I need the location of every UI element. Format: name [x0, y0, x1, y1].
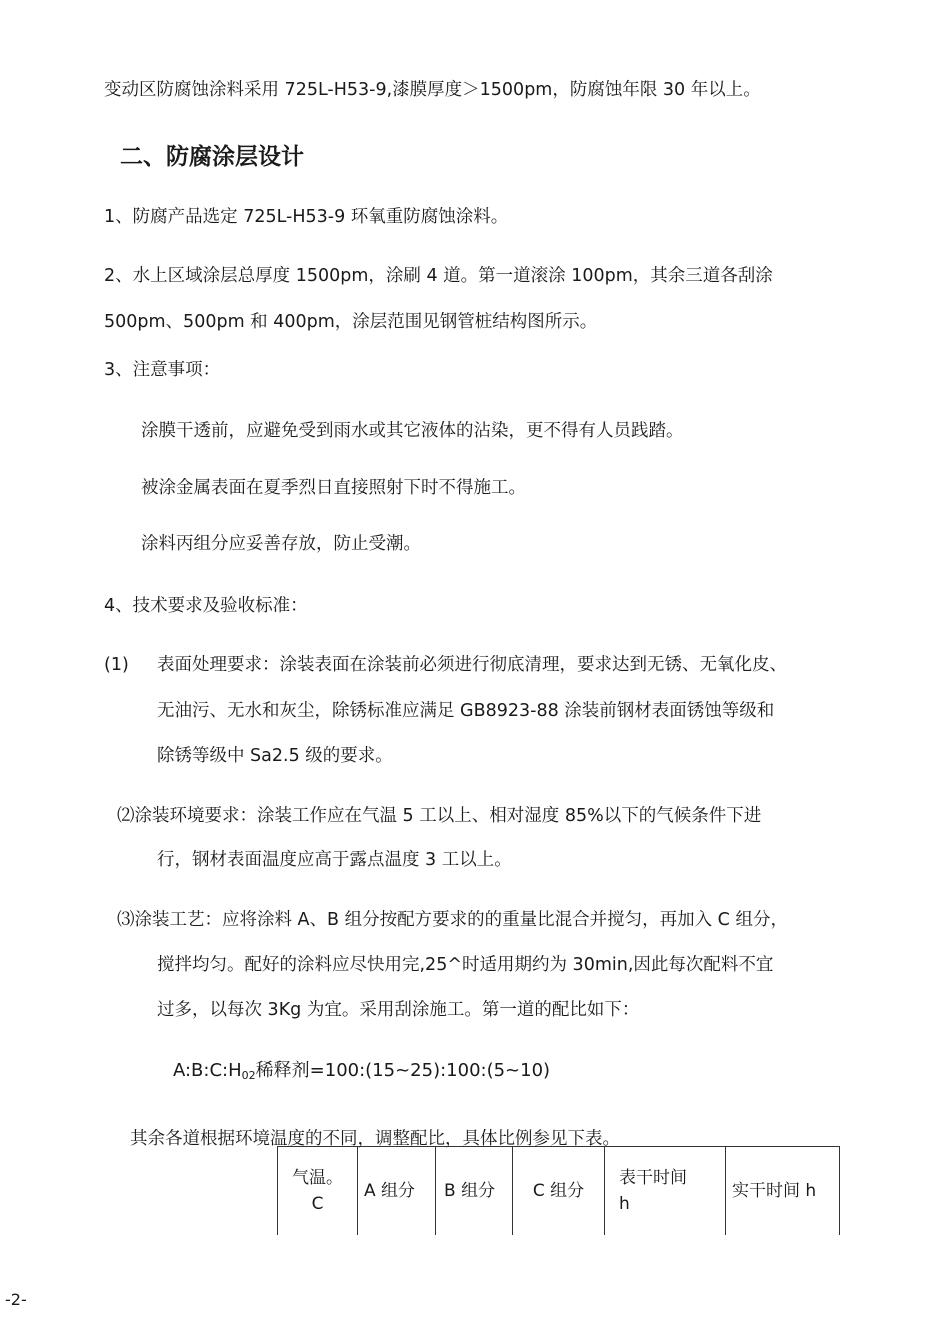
list-item-2-line-1: 2、水上区域涂层总厚度 1500pm，涂刷 4 道。第一道滚涂 100pm，其余三道各刮涂 [104, 266, 773, 286]
page-number: -2- [5, 1290, 27, 1309]
note-3: 涂料丙组分应妥善存放，防止受潮。 [141, 534, 421, 554]
list-item-1: 1、防腐产品选定 725L-H53-9 环氧重防腐蚀涂料。 [104, 207, 509, 227]
requirement-3-line-3: 过多，以每次 3Kg 为宜。采用刮涂施工。第一道的配比如下： [157, 1000, 640, 1020]
intro-paragraph: 变动区防腐蚀涂料采用 725L-H53-9,漆膜厚度＞1500pm，防腐蚀年限 30 年以上。 [104, 80, 761, 100]
formula-subscript: 02 [241, 1069, 256, 1082]
list-item-4: 4、技术要求及验收标准： [104, 596, 308, 616]
header-component-b: B 组分 [436, 1147, 513, 1236]
requirement-3-line-2: 搅拌均匀。配好的涂料应尽快用完,25^时适用期约为 30min,因此每次配料不宜 [157, 955, 774, 975]
header-component-c: C 组分 [513, 1147, 605, 1236]
requirement-1-line-3: 除锈等级中 Sa2.5 级的要求。 [157, 746, 393, 766]
table-intro: 其余各道根据环境温度的不同，调整配比，具体比例参见下表。 [130, 1129, 620, 1149]
formula-prefix: A:B:C:H [173, 1060, 242, 1081]
section-heading: 二、防腐涂层设计 [120, 144, 304, 170]
formula-suffix: 稀释剂=100:(15~25):100:(5~10) [255, 1060, 551, 1081]
requirement-2-line-2: 行，钢材表面温度应高于露点温度 3 工以上。 [157, 850, 512, 870]
requirement-1-number: (1) [104, 655, 129, 675]
table-header-row [278, 1147, 840, 1236]
list-item-3: 3、注意事项： [104, 360, 221, 380]
mix-ratio-table [277, 1146, 840, 1235]
header-temperature: 气温。C [278, 1147, 358, 1236]
header-component-a: A 组分 [358, 1147, 436, 1236]
mix-ratio-formula [173, 1058, 550, 1089]
requirement-2-line-1: ⑵涂装环境要求：涂装工作应在气温 5 工以上、相对湿度 85%以下的气候条件下进 [117, 806, 762, 826]
list-item-2-line-2: 500pm、500pm 和 400pm，涂层范围见钢管桩结构图所示。 [104, 312, 598, 332]
header-surface-dry-time: 表干时间 h [605, 1147, 726, 1236]
note-2: 被涂金属表面在夏季烈日直接照射下时不得施工。 [141, 478, 526, 498]
requirement-1-line-1: 表面处理要求：涂装表面在涂装前必须进行彻底清理，要求达到无锈、无氧化皮、 [157, 655, 787, 675]
header-hard-dry-time: 实干时间 h [726, 1147, 840, 1236]
requirement-1-line-2: 无油污、无水和灰尘，除锈标准应满足 GB8923-88 涂装前钢材表面锈蚀等级和 [157, 701, 775, 721]
requirement-3-line-1: ⑶涂装工艺：应将涂料 A、B 组分按配方要求的的重量比混合并搅匀，再加入 C 组分， [117, 910, 788, 930]
note-1: 涂膜干透前，应避免受到雨水或其它液体的沾染，更不得有人员践踏。 [141, 421, 684, 441]
